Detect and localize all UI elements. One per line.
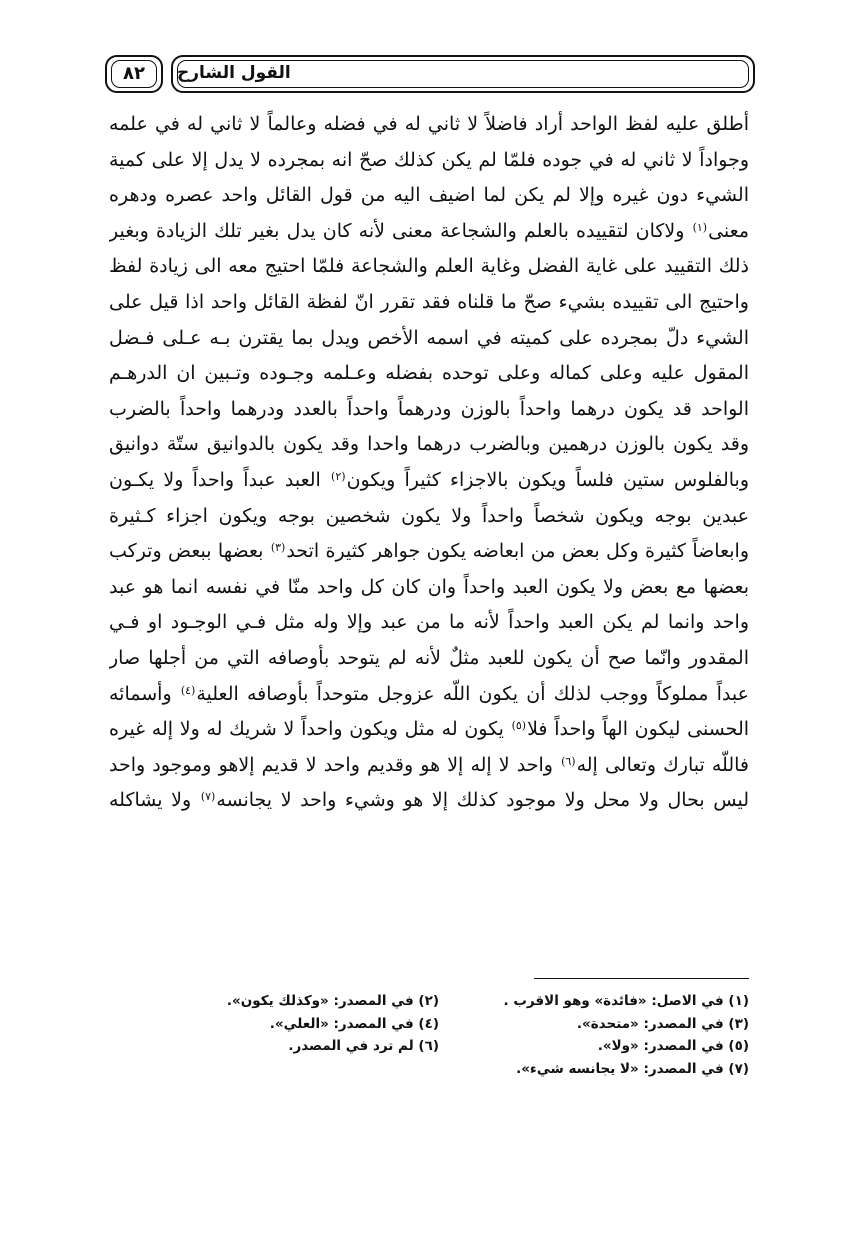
text-line: [109, 783, 749, 819]
text-segment: بعضها مع بعض ولا يكون العبد واحداً وان كان كل واحد منّا في نفسه انما هو عبد: [109, 575, 749, 598]
footnote-separator: [534, 978, 749, 979]
text-segment: يكون له مثل ويكون واحداً لا شريك له ولا إله غيره: [109, 718, 511, 741]
footnote: (٦) لم ترد في المصدر.: [288, 1038, 439, 1054]
text-line: [109, 427, 749, 463]
text-segment: وقد يكون بالوزن درهمين وبالضرب درهما واحدا وقد يكون بالدوانيق ستّة دوانيق: [109, 433, 749, 456]
text-line: [109, 570, 749, 606]
running-head-title: القول الشارح: [177, 63, 291, 83]
text-segment: الحسنى ليكون الهاً واحداً فلا: [527, 718, 749, 741]
footnote-marker: (٦): [561, 754, 576, 768]
text-segment: الواحد قد يكون درهما واحداً بالوزن ودرهماً واحداً بالعدد ودرهما واحداً بالضرب: [109, 397, 749, 420]
text-line: [109, 677, 749, 713]
footnote-marker: (٢): [331, 469, 346, 483]
text-segment: بعضها ببعض وتركب: [109, 540, 270, 563]
page-number: ٨٢: [123, 63, 145, 84]
text-segment: وابعاضاً كثيرة وكل بعض من ابعاضه يكون جواهر كثيرة اتحد: [286, 540, 749, 563]
text-line: [109, 356, 749, 392]
text-segment: العبد عبداً واحداً ولا يكـون: [109, 468, 331, 491]
text-line: [109, 641, 749, 677]
text-segment: ولا يشاكله: [109, 789, 200, 812]
footnote-marker: (٥): [511, 719, 527, 733]
text-line: [109, 107, 749, 143]
text-segment: عبدين بوجه ويكون شخصاً واحداً ولا يكون شخصين بوجه ويكون اجزاء كـثيرة: [109, 504, 749, 527]
footnote: [129, 1058, 439, 1081]
text-segment: المقول عليه وعلى كماله وعلى توحده بفضله وعـلمه وجـوده وتـبين ان الدرهـم: [109, 362, 749, 385]
text-segment: الشيء دلّ بمجرده على كميته في اسمه الأخص ويدل بما يقترن بـه عـلى فـضل: [109, 326, 749, 349]
text-line: [109, 499, 749, 535]
footnote-row: [109, 1058, 749, 1081]
footnote-marker: (٧): [200, 790, 216, 804]
text-segment: ذلك التقييد على غاية الفضل وغاية العلم والشجاعة فلمّا احتيج معه الى زيادة لفظ: [109, 255, 749, 278]
text-line: [109, 712, 749, 748]
text-line: [109, 321, 749, 357]
text-line: [109, 214, 749, 250]
text-segment: واحد لا إله إلا هو وقديم واحد لا قديم إلاهو وموجود واحد: [109, 753, 561, 776]
text-segment: وأسمائه: [109, 682, 180, 705]
text-segment: وجواداً لا ثاني له في جوده فلمّا لم يكن كذلك صحّ انه بمجرده لا يدل إلا على كمية: [109, 148, 749, 171]
main-text: [109, 107, 749, 819]
text-segment: المقدور وانّما صح أن يكون للعبد مثلٌ لأنه لم يتوحد بأوصافه التي من أجلها صار: [109, 646, 749, 669]
footnote-marker: (١): [692, 220, 708, 234]
footnotes: [109, 990, 749, 1080]
footnote-row: [109, 1013, 749, 1036]
text-segment: ليس بحال ولا محل ولا موجود كذلك إلا هو وشيء واحد لا يجانسه: [216, 789, 749, 812]
text-line: [109, 178, 749, 214]
footnote-row: [109, 1035, 749, 1058]
text-line: [109, 463, 749, 499]
text-line: [109, 534, 749, 570]
text-segment: وبالفلوس ستين فلساً ويكون بالاجزاء كثيراً ويكون: [346, 468, 749, 491]
footnote-marker: (٣): [270, 541, 286, 555]
header-title-wrap: [177, 59, 747, 87]
footnote: (٢) في المصدر: «وكذلك يكون».: [226, 993, 439, 1009]
text-segment: الشيء دون غيره وإلا لم يكن لما اضيف اليه من قول القائل واحد عصره ودهره: [109, 184, 749, 207]
text-line: [109, 143, 749, 179]
text-segment: فاللّه تبارك وتعالى إله: [576, 753, 749, 776]
text-line: [109, 285, 749, 321]
text-line: [109, 392, 749, 428]
footnote: (٤) في المصدر: «العلي».: [269, 1015, 439, 1032]
text-segment: معنى: [708, 219, 749, 242]
text-segment: واحد وانما لم يكن العبد واحداً لأنه ما من عبد وإلا وله مثل فـي الوجـود او فـي: [109, 611, 749, 634]
footnote: (٥) في المصدر: «ولا».: [597, 1038, 749, 1054]
footnote-row: [109, 990, 749, 1013]
footnote: (٣) في المصدر: «متحدة».: [576, 1015, 749, 1032]
text-segment: أطلق عليه لفظ الواحد أراد فاضلاً لا ثاني له في فضله وعالماً لا ثاني له في علمه: [109, 113, 749, 135]
footnote: (٧) في المصدر: «لا يجانسه شيء».: [516, 1060, 749, 1077]
text-segment: واحتيج الى تقييده بشيء صحّ ما قلناه فقد تقرر انّ لفظة القائل واحد اذا قيل على: [109, 290, 749, 313]
text-segment: ولاكان لتقييده بالعلم والشجاعة معنى لأنه كان يدل بغير تلك الزيادة وبغير: [109, 219, 692, 242]
text-line: [109, 748, 749, 784]
text-line: [109, 249, 749, 285]
text-line: [109, 605, 749, 641]
running-header: [105, 55, 755, 97]
text-segment: عبداً مملوكاً ووجب لذلك أن يكون اللّه عزوجل متوحداً بأوصافه العلية: [196, 682, 749, 705]
footnote: (١) في الاصل: «فائدة» وهو الاقرب .: [503, 993, 749, 1009]
footnote-marker: (٤): [180, 683, 196, 697]
